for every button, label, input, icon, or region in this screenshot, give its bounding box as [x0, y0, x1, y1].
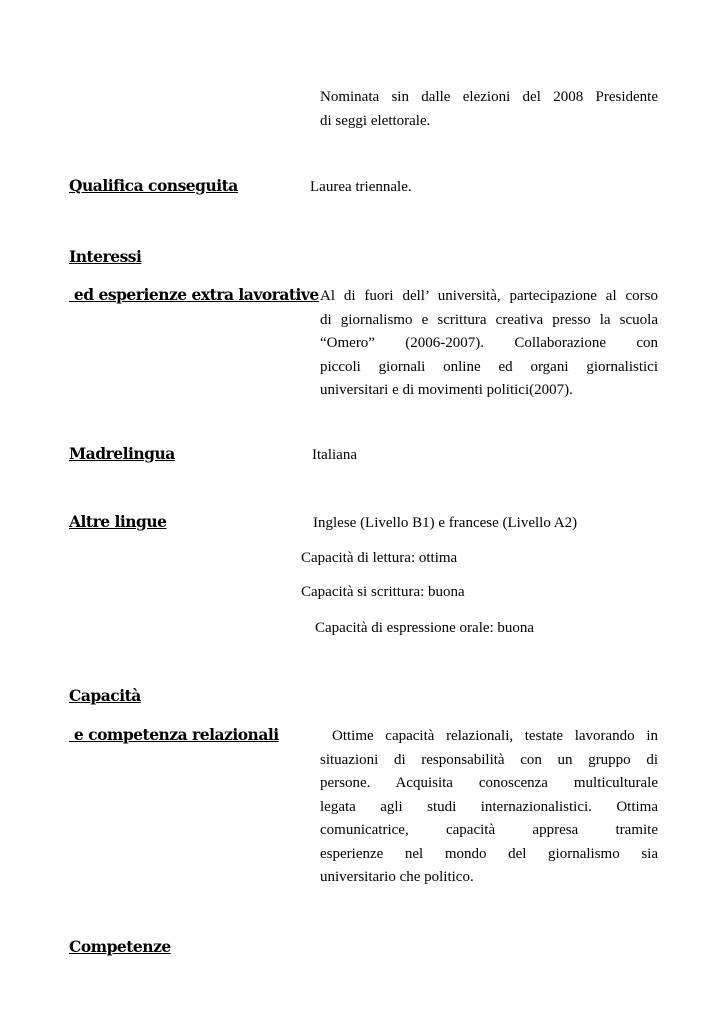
capacita-line: Ottime capacità relazionali, testate lavorando in [332, 728, 658, 744]
qualifica-heading: Qualifica conseguita [69, 176, 238, 195]
interessi-line: di giornalismo e scrittura creativa presso la scuola [320, 311, 658, 328]
capacita-paragraph [320, 725, 658, 890]
scrittura-value: Capacità si scrittura: buona [301, 584, 465, 600]
intro-paragraph [320, 86, 658, 133]
intro-line: di seggi elettorale. [320, 112, 431, 129]
altre-lingue-value: Inglese (Livello B1) e francese (Livello A2) [313, 515, 578, 531]
madrelingua-heading: Madrelingua [69, 444, 175, 463]
capacita-subheading: e competenza relazionali [69, 725, 279, 744]
capacita-line: situazioni di responsabilità con un gruppo di [320, 751, 658, 768]
capacita-line: universitario che politico. [320, 869, 474, 885]
capacita-line: legata agli studi internazionalistici. Ottima [320, 798, 658, 815]
orale-value: Capacità di espressione orale: buona [315, 620, 535, 636]
capacita-heading: Capacità [69, 686, 141, 705]
qualifica-value: Laurea triennale. [310, 179, 412, 195]
madrelingua-value: Italiana [312, 447, 357, 463]
interessi-line: “Omero” (2006-2007). Collaborazione con [320, 335, 658, 351]
interessi-line: piccoli giornali online ed organi giornalistici [320, 358, 658, 375]
capacita-line: comunicatrice, capacità appresa tramite [320, 822, 658, 838]
capacita-line: persone. Acquisita conoscenza multiculturale [320, 775, 658, 791]
altre-lingue-heading: Altre lingue [69, 512, 167, 531]
interessi-line: universitari e di movimenti politici(2007). [320, 382, 573, 398]
interessi-subheading: ed esperienze extra lavorative [69, 285, 319, 304]
capacita-line: esperienze nel mondo del giornalismo sia [320, 845, 658, 862]
interessi-line: Al di fuori dell’ università, partecipazione al corso [320, 288, 658, 304]
intro-line: Nominata sin dalle elezioni del 2008 Presidente [320, 89, 658, 105]
lettura-value: Capacità di lettura: ottima [301, 550, 458, 566]
interessi-heading: Interessi [69, 247, 142, 266]
interessi-paragraph [320, 285, 658, 403]
competenze-heading: Competenze [69, 937, 171, 956]
